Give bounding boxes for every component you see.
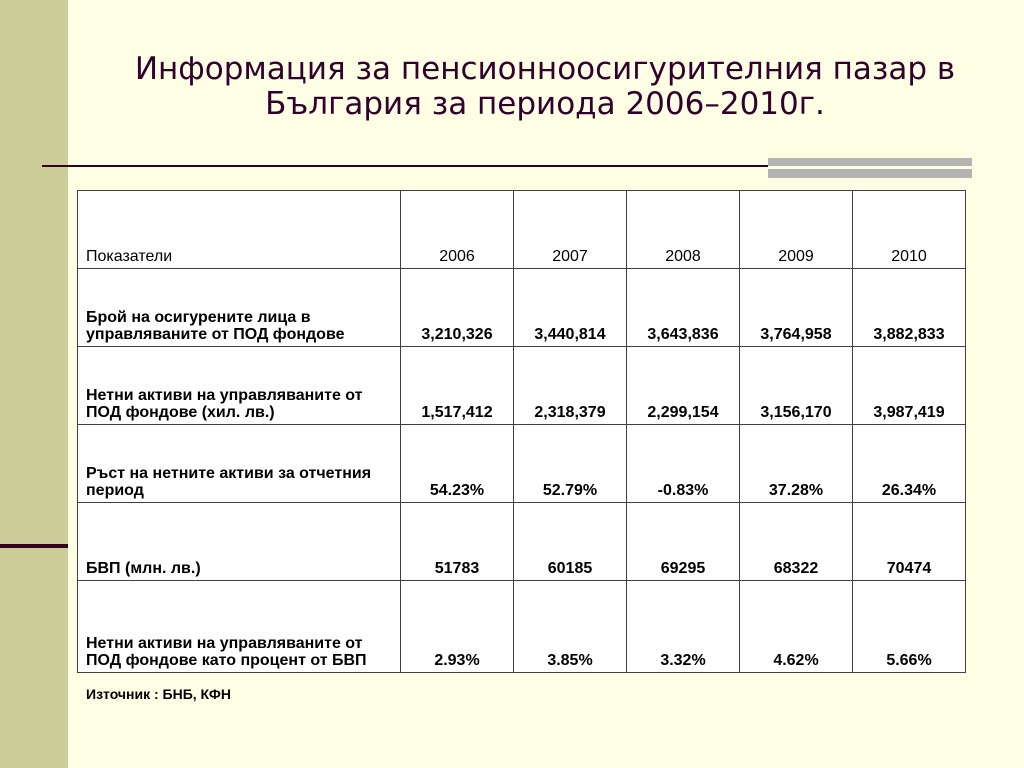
header-year-2008: 2008 <box>627 191 740 269</box>
cell-value: 70474 <box>853 503 966 581</box>
row-label: Нетни активи на управляваните от ПОД фондове (хил. лв.) <box>78 347 401 425</box>
table-row-net-assets <box>78 347 966 425</box>
header-year-2006: 2006 <box>401 191 514 269</box>
cell-value: 69295 <box>627 503 740 581</box>
title-divider-bar <box>768 158 972 178</box>
header-year-2007: 2007 <box>514 191 627 269</box>
cell-value: 37.28% <box>740 425 853 503</box>
table-row-net-assets-growth <box>78 425 966 503</box>
cell-value: 1,517,412 <box>401 347 514 425</box>
cell-value: 4.62% <box>740 581 853 673</box>
cell-value: 3,987,419 <box>853 347 966 425</box>
title-divider-line <box>42 165 770 167</box>
cell-value: 2,318,379 <box>514 347 627 425</box>
source-note: Източник : БНБ, КФН <box>86 686 231 702</box>
cell-value: 3,764,958 <box>740 269 853 347</box>
cell-value: 54.23% <box>401 425 514 503</box>
header-indicators: Показатели <box>78 191 401 269</box>
cell-value: 51783 <box>401 503 514 581</box>
cell-value: 26.34% <box>853 425 966 503</box>
row-label: Ръст на нетните активи за отчетния период <box>78 425 401 503</box>
row-label: Нетни активи на управляваните от ПОД фондове като процент от БВП <box>78 581 401 673</box>
slide-title-line-1: Информация за пенсионноосигурителния пазар в <box>134 51 956 87</box>
row-label: БВП (млн. лв.) <box>78 503 401 581</box>
cell-value: 3,210,326 <box>401 269 514 347</box>
slide-title-line-2: България за периода 2006–2010г. <box>265 86 825 122</box>
table-row-insured-persons <box>78 269 966 347</box>
header-year-2009: 2009 <box>740 191 853 269</box>
cell-value: 5.66% <box>853 581 966 673</box>
cell-value: 3,156,170 <box>740 347 853 425</box>
cell-value: 3.85% <box>514 581 627 673</box>
cell-value: 68322 <box>740 503 853 581</box>
cell-value: 52.79% <box>514 425 627 503</box>
cell-value: 2,299,154 <box>627 347 740 425</box>
table-row-gdp <box>78 503 966 581</box>
table-header-row <box>78 191 966 269</box>
left-accent-line <box>0 544 68 548</box>
cell-value: 3,882,833 <box>853 269 966 347</box>
table-row-net-assets-pct-gdp <box>78 581 966 673</box>
cell-value: 3,643,836 <box>627 269 740 347</box>
header-year-2010: 2010 <box>853 191 966 269</box>
pension-market-table <box>77 190 966 673</box>
cell-value: 3,440,814 <box>514 269 627 347</box>
cell-value: -0.83% <box>627 425 740 503</box>
cell-value: 2.93% <box>401 581 514 673</box>
cell-value: 3.32% <box>627 581 740 673</box>
cell-value: 60185 <box>514 503 627 581</box>
slide-title <box>0 52 1024 122</box>
row-label: Брой на осигурените лица в управляваните от ПОД фондове <box>78 269 401 347</box>
